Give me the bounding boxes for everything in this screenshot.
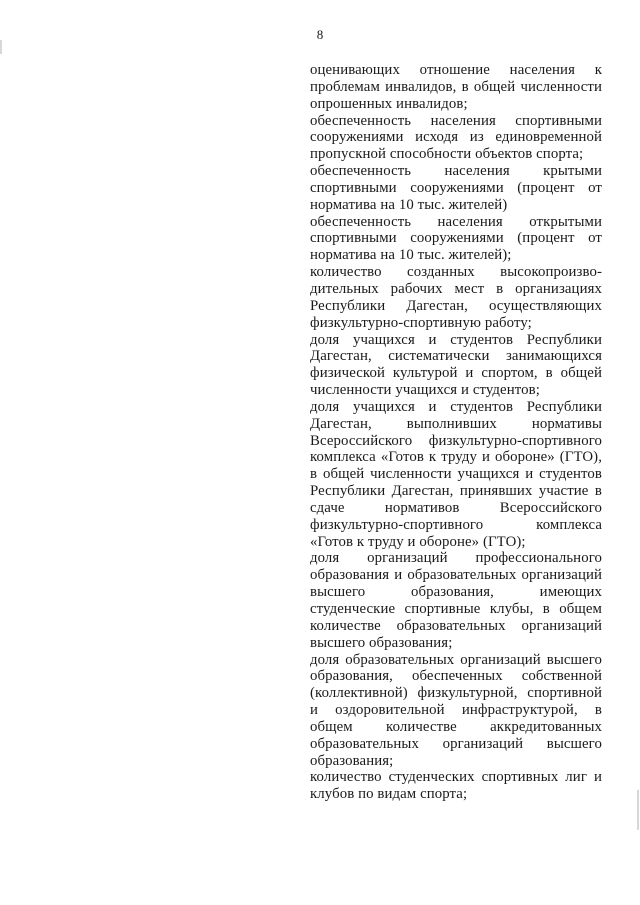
text-line: обеспеченность населения спортивными <box>310 112 602 129</box>
text-line: спортивными сооружениями (процент от <box>310 230 602 247</box>
text-line: физкультурно-спортивного комплекса <box>310 516 602 533</box>
text-line: Всероссийского физкультурно-спортивного <box>310 432 602 449</box>
text-line: проблемам инвалидов, в общей численности <box>310 78 602 95</box>
text-line: норматива на 10 тыс. жителей); <box>310 247 512 264</box>
text-line: образования и образовательных организаций <box>310 567 602 584</box>
text-line: студенческие спортивные клубы, в общем <box>310 601 602 617</box>
text-line: сдаче нормативов Всероссийского <box>310 499 602 516</box>
text-line: опрошенных инвалидов; <box>310 95 468 112</box>
text-line: в общей численности учащихся и студентов <box>310 466 602 483</box>
document-body <box>310 62 602 803</box>
text-line: количестве образовательных организаций <box>310 617 602 634</box>
text-line: количество студенческих спортивных лиг и <box>310 769 602 786</box>
text-line: и оздоровительной инфраструктурой, в <box>310 702 602 719</box>
text-line: (коллективной) физкультурной, спортивной <box>310 685 602 702</box>
text-line: обеспеченность населения крытыми <box>310 163 602 180</box>
text-line: численности учащихся и студентов; <box>310 382 540 399</box>
text-line: «Готов к труду и обороне» (ГТО); <box>310 533 526 550</box>
text-line: Дагестан, выполнивших нормативы <box>310 415 602 432</box>
text-line: дительных рабочих мест в организациях <box>310 280 602 297</box>
text-line: доля учащихся и студентов Республики <box>310 398 602 415</box>
text-line: образования; <box>310 752 394 769</box>
text-line: доля образовательных организаций высшего <box>310 651 602 668</box>
text-line: комплекса «Готов к труду и обороне» (ГТО), <box>310 449 602 466</box>
text-line: доля учащихся и студентов Республики <box>310 331 602 348</box>
page-number: 8 <box>316 27 324 42</box>
text-line: Республики Дагестан, принявших участие в <box>310 483 602 500</box>
text-line: образования, обеспеченных собственной <box>310 668 602 685</box>
text-line: общем количестве аккредитованных <box>310 718 602 735</box>
text-line: высшего образования; <box>310 634 453 651</box>
text-line: количество созданных высокопроизво- <box>310 264 602 281</box>
text-line: физкультурно-спортивную работу; <box>310 314 532 331</box>
text-line: Дагестан, систематически занимающихся <box>310 348 602 365</box>
text-line: обеспеченность населения открытыми <box>310 213 602 230</box>
text-line: физической культурой и спортом, в общей <box>310 365 602 382</box>
scan-edge-mark <box>637 790 639 830</box>
text-line: высшего образования, имеющих <box>310 584 602 601</box>
text-line: пропускной способности объектов спорта; <box>310 146 584 163</box>
text-line: спортивными сооружениями (процент от <box>310 179 602 196</box>
text-line: Республики Дагестан, осуществляющих <box>310 297 602 314</box>
text-line: оценивающих отношение населения к <box>310 62 602 78</box>
text-line: доля организаций профессионального <box>310 550 602 567</box>
text-line: образовательных организаций высшего <box>310 735 602 752</box>
text-line: норматива на 10 тыс. жителей) <box>310 196 508 213</box>
scan-edge-mark <box>0 40 2 54</box>
text-line: сооружениями исходя из единовременной <box>310 129 602 146</box>
text-line: клубов по видам спорта; <box>310 786 468 803</box>
